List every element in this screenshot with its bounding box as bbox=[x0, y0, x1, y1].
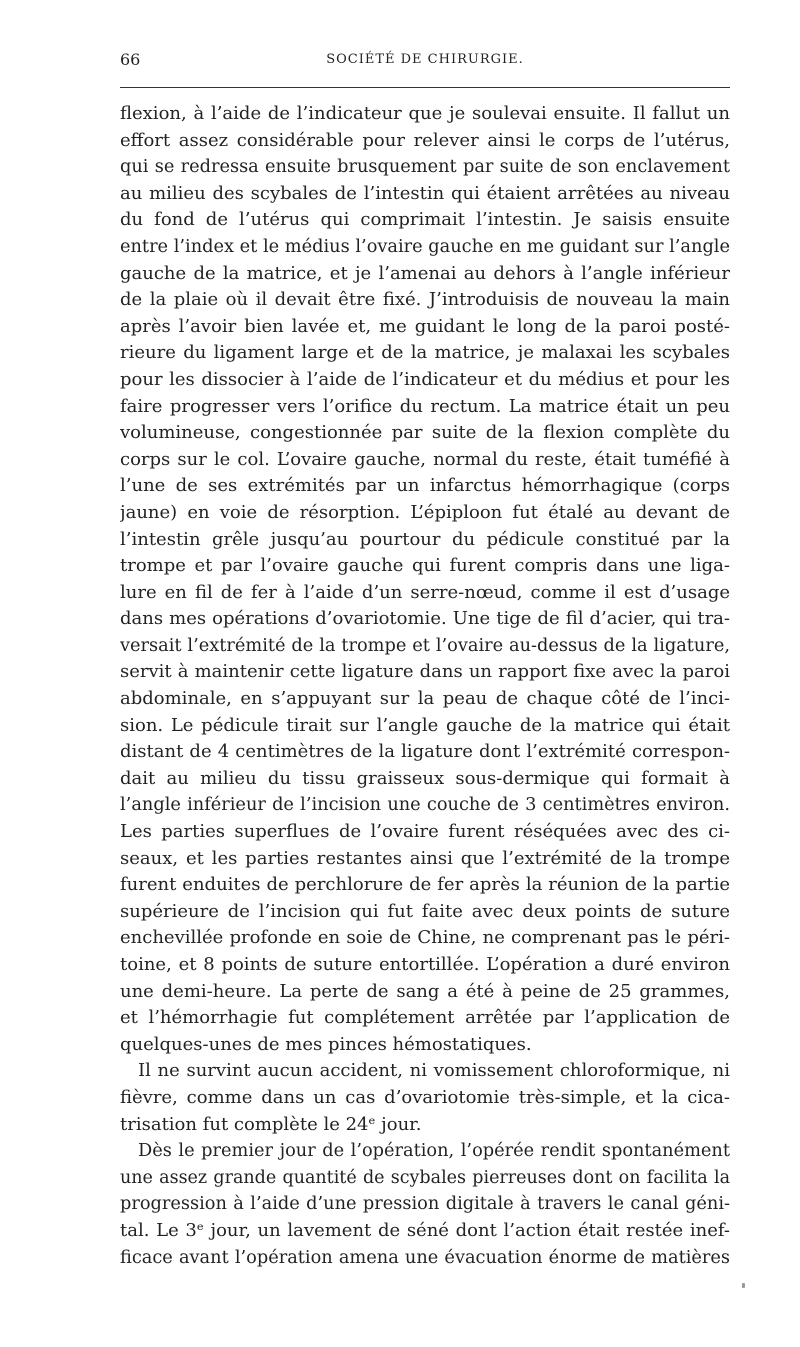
text-line: au milieu des scybales de l’intestin qui étaient arrêtées au niveau bbox=[120, 182, 730, 204]
text-line: de la plaie où il devait être fixé. J’introduisis de nouveau la main bbox=[120, 289, 730, 311]
page-header bbox=[120, 50, 730, 76]
body-text bbox=[120, 101, 730, 1271]
text-line: tal. Le 3ᵉ jour, un lavement de séné dont l’action était restée inef- bbox=[120, 1219, 730, 1241]
running-title: SOCIÉTÉ DE CHIRURGIE. bbox=[326, 52, 524, 67]
text-line: jaune) en voie de résorption. L’épiploon fut étalé au devant de bbox=[120, 501, 730, 523]
text-line: une assez grande quantité de scybales pierreuses dont on facilita la bbox=[120, 1167, 730, 1188]
text-line: ficace avant l’opération amena une évacuation énorme de matières bbox=[120, 1247, 730, 1268]
text-line: gauche de la matrice, et je l’amenai au dehors à l’angle inférieur bbox=[120, 262, 730, 284]
text-line: corps sur le col. L’ovaire gauche, normal du reste, était tuméfié à bbox=[120, 448, 730, 470]
text-line: qui se redressa ensuite brusquement par suite de son enclavement bbox=[120, 157, 730, 178]
text-line: une demi-heure. La perte de sang a été à peine de 25 grammes, bbox=[120, 980, 730, 1002]
text-line: et l’hémorrhagie fut complétement arrêtée par l’application de bbox=[120, 1007, 730, 1029]
text-line: trisation fut complète le 24ᵉ jour. bbox=[120, 1113, 422, 1135]
text-line: Il ne survint aucun accident, ni vomissement chloroformique, ni bbox=[138, 1060, 730, 1082]
text-line: volumineuse, congestionnée par suite de la flexion complète du bbox=[120, 422, 730, 444]
text-line: Les parties superflues de l’ovaire furent réséquées avec des ci- bbox=[120, 821, 730, 843]
text-line: Dès le premier jour de l’opération, l’opérée rendit spontanément bbox=[138, 1141, 730, 1162]
text-line: du fond de l’utérus qui comprimait l’intestin. Je saisis ensuite bbox=[120, 209, 730, 231]
text-line: rieure du ligament large et de la matrice, je malaxai les scybales bbox=[120, 342, 730, 364]
text-line: furent enduites de perchlorure de fer après la réunion de la partie bbox=[120, 874, 730, 896]
text-line: toine, et 8 points de suture entortillée. L’opération a duré environ bbox=[120, 954, 730, 975]
text-line: l’intestin grêle jusqu’au pourtour du pédicule constitué par la bbox=[120, 528, 730, 550]
text-line: quelques-unes de mes pinces hémostatiques. bbox=[120, 1033, 532, 1055]
page-number: 66 bbox=[120, 50, 141, 69]
text-line: flexion, à l’aide de l’indicateur que je soulevai ensuite. Il fallut un bbox=[120, 103, 730, 124]
text-line: sion. Le pédicule tirait sur l’angle gauche de la matrice qui était bbox=[120, 714, 730, 736]
text-line: entre l’index et le médius l’ovaire gauche en me guidant sur l’angle bbox=[120, 236, 730, 257]
text-line: dait au milieu du tissu graisseux sous-dermique qui formait à bbox=[120, 767, 730, 789]
header-rule bbox=[120, 87, 730, 88]
text-line: lure en fil de fer à l’aide d’un serre-nœud, comme il est d’usage bbox=[120, 581, 730, 603]
text-line: trompe et par l’ovaire gauche qui furent compris dans une liga- bbox=[120, 555, 730, 577]
text-line: l’une de ses extrémités par un infarctus hémorrhagique (corps bbox=[120, 475, 730, 497]
text-line: pour les dissocier à l’aide de l’indicateur et du médius et pour les bbox=[120, 368, 730, 390]
text-line: effort assez considérable pour relever ainsi le corps de l’utérus, bbox=[120, 129, 730, 151]
text-line: l’angle inférieur de l’incision une couche de 3 centimètres environ. bbox=[120, 795, 730, 816]
text-line: abdominale, en s’appuyant sur la peau de chaque côté de l’inci- bbox=[120, 688, 730, 710]
text-line: versait l’extrémité de la trompe et l’ovaire au-dessus de la ligature, bbox=[120, 635, 730, 656]
text-line: supérieure de l’incision qui fut faite avec deux points de suture bbox=[120, 900, 730, 922]
text-line: après l’avoir bien lavée et, me guidant le long de la paroi posté- bbox=[120, 315, 730, 337]
paper-speck bbox=[742, 1283, 745, 1288]
text-line: dans mes opérations d’ovariotomie. Une tige de fil d’acier, qui tra- bbox=[120, 608, 730, 630]
text-line: faire progresser vers l’orifice du rectum. La matrice était un peu bbox=[120, 395, 730, 417]
text-line: seaux, et les parties restantes ainsi que l’extrémité de la trompe bbox=[120, 847, 730, 869]
text-line: fièvre, comme dans un cas d’ovariotomie très-simple, et la cica- bbox=[120, 1086, 730, 1108]
text-line: progression à l’aide d’une pression digitale à travers le canal géni- bbox=[120, 1194, 730, 1215]
text-line: distant de 4 centimètres de la ligature dont l’extrémité correspon- bbox=[120, 741, 730, 763]
text-line: enchevillée profonde en soie de Chine, ne comprenant pas le péri- bbox=[120, 927, 730, 949]
text-line: servit à maintenir cette ligature dans un rapport fixe avec la paroi bbox=[120, 661, 730, 683]
